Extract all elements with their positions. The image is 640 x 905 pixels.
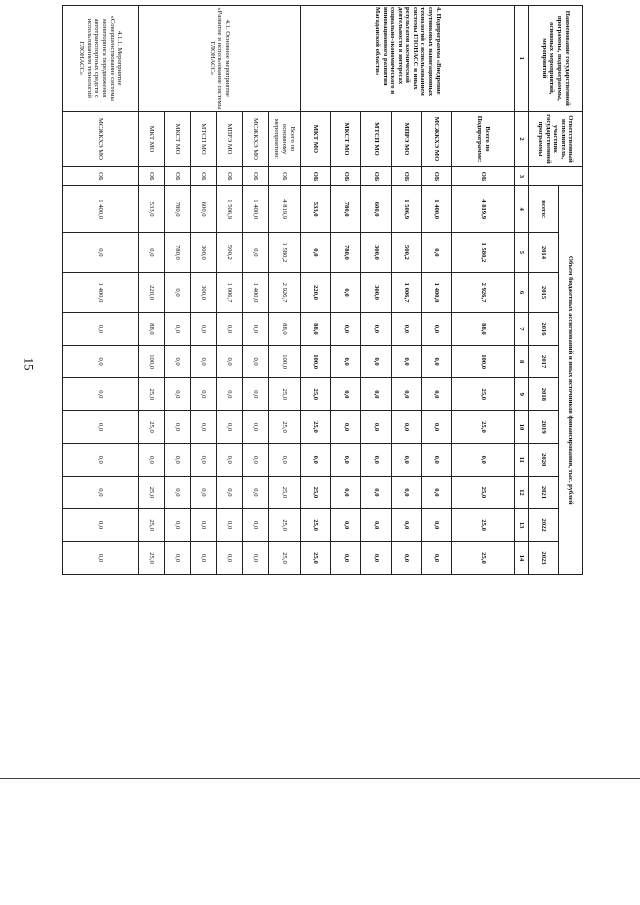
value-cell: 25,0	[138, 509, 164, 542]
value-cell: 0,0	[422, 232, 452, 272]
value-cell: 25,0	[300, 509, 330, 542]
value-cell: 0,0	[300, 232, 330, 272]
value-cell: 0,0	[164, 313, 190, 346]
value-cell: 780,0	[164, 186, 190, 232]
header-executor: Ответственный исполнитель, участник государственной программы	[529, 111, 583, 167]
source-cell: ОБ	[422, 167, 452, 186]
value-cell: 0,0	[422, 509, 452, 542]
value-cell: 500,2	[391, 232, 421, 272]
value-cell: 600,0	[361, 186, 391, 232]
bottom-rule	[0, 778, 640, 779]
value-cell: 100,0	[300, 345, 330, 378]
value-cell: 0,0	[242, 541, 268, 574]
table-row	[268, 6, 300, 575]
value-cell: 300,0	[361, 272, 391, 312]
header-year: 2021	[529, 476, 559, 509]
value-cell: 0,0	[331, 378, 361, 411]
executor-cell: Всего по Подпрограмме:	[452, 111, 515, 167]
value-cell: 0,0	[331, 476, 361, 509]
value-cell: 0,0	[164, 541, 190, 574]
value-cell: 2 926,7	[452, 272, 515, 312]
header-year: 2015	[529, 272, 559, 312]
value-cell: 0,0	[216, 411, 242, 444]
header-funding-group: Объем бюджетных ассигнований и иных источников финансирования, тыс. рублей	[559, 186, 583, 575]
value-cell: 0,0	[190, 541, 216, 574]
value-cell: 25,0	[452, 411, 515, 444]
value-cell: 0,0	[190, 345, 216, 378]
value-cell: 0,0	[63, 313, 139, 346]
col-number: 6	[515, 272, 529, 312]
value-cell: 0,0	[361, 345, 391, 378]
value-cell: 0,0	[63, 443, 139, 476]
value-cell: 0,0	[331, 345, 361, 378]
value-cell: 25,0	[268, 411, 300, 444]
value-cell: 0,0	[422, 411, 452, 444]
value-cell: 0,0	[138, 443, 164, 476]
value-cell: 1 400,0	[242, 272, 268, 312]
executor-cell: МТСП МО	[361, 111, 391, 167]
value-cell: 0,0	[268, 443, 300, 476]
header-year: 2017	[529, 345, 559, 378]
value-cell: 25,0	[138, 476, 164, 509]
value-cell: 88,0	[268, 313, 300, 346]
value-cell: 0,0	[361, 509, 391, 542]
value-cell: 0,0	[164, 509, 190, 542]
rotated-table-area	[62, 5, 583, 575]
value-cell: 25,0	[138, 378, 164, 411]
value-cell: 100,0	[268, 345, 300, 378]
col-number: 10	[515, 411, 529, 444]
value-cell: 0,0	[190, 313, 216, 346]
value-cell: 0,0	[331, 509, 361, 542]
value-cell: 780,0	[331, 186, 361, 232]
value-cell: 600,0	[190, 186, 216, 232]
value-cell: 0,0	[216, 345, 242, 378]
executor-cell: МПРЭ МО	[216, 111, 242, 167]
value-cell: 300,0	[190, 232, 216, 272]
value-cell: 533,0	[138, 186, 164, 232]
header-total: всего:	[529, 186, 559, 232]
source-cell: ОБ	[452, 167, 515, 186]
value-cell: 0,0	[216, 476, 242, 509]
header-year: 2022	[529, 509, 559, 542]
value-cell: 25,0	[138, 541, 164, 574]
col-number: 13	[515, 509, 529, 542]
col-number: 14	[515, 541, 529, 574]
source-cell: ОБ	[391, 167, 421, 186]
value-cell: 0,0	[164, 411, 190, 444]
value-cell: 1 006,7	[391, 272, 421, 312]
value-cell: 0,0	[391, 378, 421, 411]
table-row	[63, 6, 139, 575]
value-cell: 88,0	[138, 313, 164, 346]
program-name: 4.1.1. Мероприятие «Совершенствование системы мониторинга передвижения автотранспортных средств с использованием технологий ГЛОНАСС»	[63, 6, 139, 112]
header-year: 2018	[529, 378, 559, 411]
value-cell: 0,0	[190, 411, 216, 444]
budget-table	[62, 5, 583, 575]
value-cell: 0,0	[361, 411, 391, 444]
header-year: 2019	[529, 411, 559, 444]
value-cell: 0,0	[391, 476, 421, 509]
header-year: 2020	[529, 443, 559, 476]
value-cell: 0,0	[242, 476, 268, 509]
executor-cell: МСЖКХЭ МО	[63, 111, 139, 167]
col-number: 9	[515, 378, 529, 411]
value-cell: 1 400,0	[63, 272, 139, 312]
value-cell: 1 506,9	[216, 186, 242, 232]
value-cell: 25,0	[268, 509, 300, 542]
value-cell: 780,0	[164, 232, 190, 272]
value-cell: 0,0	[190, 476, 216, 509]
col-number: 2	[515, 111, 529, 167]
value-cell: 25,0	[452, 509, 515, 542]
source-cell: ОБ	[361, 167, 391, 186]
value-cell: 1 006,7	[216, 272, 242, 312]
value-cell: 25,0	[138, 411, 164, 444]
value-cell: 0,0	[216, 378, 242, 411]
value-cell: 25,0	[268, 476, 300, 509]
value-cell: 500,2	[216, 232, 242, 272]
executor-cell: МКСТ МО	[331, 111, 361, 167]
value-cell: 0,0	[216, 313, 242, 346]
value-cell: 1 400,0	[63, 186, 139, 232]
col-number: 3	[515, 167, 529, 186]
value-cell: 0,0	[331, 411, 361, 444]
value-cell: 0,0	[190, 378, 216, 411]
value-cell: 1 400,0	[422, 186, 452, 232]
value-cell: 100,0	[138, 345, 164, 378]
value-cell: 25,0	[268, 378, 300, 411]
source-cell: ОБ	[138, 167, 164, 186]
source-cell: ОБ	[268, 167, 300, 186]
value-cell: 220,0	[138, 272, 164, 312]
value-cell: 0,0	[422, 541, 452, 574]
source-cell: ОБ	[300, 167, 330, 186]
header-year: 2014	[529, 232, 559, 272]
col-number: 8	[515, 345, 529, 378]
value-cell: 0,0	[164, 345, 190, 378]
value-cell: 220,0	[300, 272, 330, 312]
value-cell: 0,0	[242, 509, 268, 542]
value-cell: 0,0	[391, 345, 421, 378]
value-cell: 300,0	[190, 272, 216, 312]
value-cell: 25,0	[300, 541, 330, 574]
value-cell: 0,0	[190, 443, 216, 476]
value-cell: 0,0	[63, 541, 139, 574]
source-cell: ОБ	[164, 167, 190, 186]
value-cell: 0,0	[242, 345, 268, 378]
col-number: 5	[515, 232, 529, 272]
program-name: 4. Подпрограмма «Внедрение спутниковых навигационных технологий с использованием системы ГЛОНАСС и иных результатов космической деятельности в интересах социально-экономического и инновационного развития Магаданской области»	[300, 6, 514, 112]
value-cell: 25,0	[300, 476, 330, 509]
header-year: 2016	[529, 313, 559, 346]
source-cell: ОБ	[331, 167, 361, 186]
value-cell: 0,0	[391, 509, 421, 542]
value-cell: 1 400,0	[242, 186, 268, 232]
col-number: 12	[515, 476, 529, 509]
executor-cell: Всего по основному мероприятию:	[268, 111, 300, 167]
value-cell: 533,0	[300, 186, 330, 232]
value-cell: 1 580,2	[452, 232, 515, 272]
col-number: 11	[515, 443, 529, 476]
col-number: 4	[515, 186, 529, 232]
source-cell: ОБ	[190, 167, 216, 186]
value-cell: 0,0	[452, 443, 515, 476]
value-cell: 0,0	[331, 313, 361, 346]
executor-cell: МСЖКХЭ МО	[242, 111, 268, 167]
value-cell: 1 580,2	[268, 232, 300, 272]
value-cell: 0,0	[242, 411, 268, 444]
executor-cell: МКТ МО	[138, 111, 164, 167]
value-cell: 0,0	[391, 541, 421, 574]
executor-cell: МТСП МО	[190, 111, 216, 167]
value-cell: 0,0	[391, 443, 421, 476]
col-number: 7	[515, 313, 529, 346]
value-cell: 88,0	[300, 313, 330, 346]
value-cell: 0,0	[300, 443, 330, 476]
value-cell: 4 819,9	[268, 186, 300, 232]
value-cell: 0,0	[216, 541, 242, 574]
executor-cell: МКТ МО	[300, 111, 330, 167]
source-cell: ОБ	[242, 167, 268, 186]
value-cell: 0,0	[422, 476, 452, 509]
value-cell: 0,0	[63, 232, 139, 272]
value-cell: 0,0	[361, 476, 391, 509]
value-cell: 0,0	[391, 313, 421, 346]
value-cell: 0,0	[422, 378, 452, 411]
header-source	[529, 167, 583, 186]
value-cell: 0,0	[138, 232, 164, 272]
value-cell: 300,0	[361, 232, 391, 272]
executor-cell: МКСТ МО	[164, 111, 190, 167]
value-cell: 2 926,7	[268, 272, 300, 312]
executor-cell: МПРЭ МО	[391, 111, 421, 167]
value-cell: 88,0	[452, 313, 515, 346]
source-cell: ОБ	[216, 167, 242, 186]
value-cell: 0,0	[216, 443, 242, 476]
col-number: 1	[515, 6, 529, 112]
value-cell: 0,0	[242, 378, 268, 411]
value-cell: 25,0	[300, 411, 330, 444]
value-cell: 0,0	[422, 443, 452, 476]
value-cell: 4 819,9	[452, 186, 515, 232]
value-cell: 1 400,0	[422, 272, 452, 312]
value-cell: 0,0	[331, 443, 361, 476]
value-cell: 0,0	[361, 443, 391, 476]
value-cell: 0,0	[63, 476, 139, 509]
value-cell: 0,0	[331, 272, 361, 312]
value-cell: 0,0	[422, 313, 452, 346]
header-name: Наименование государственной программы, подпрограммы, основных мероприятий, мероприятий	[529, 6, 583, 112]
value-cell: 1 506,9	[391, 186, 421, 232]
value-cell: 0,0	[63, 509, 139, 542]
value-cell: 0,0	[63, 411, 139, 444]
value-cell: 25,0	[452, 541, 515, 574]
value-cell: 0,0	[164, 272, 190, 312]
value-cell: 25,0	[300, 378, 330, 411]
value-cell: 0,0	[63, 378, 139, 411]
value-cell: 0,0	[242, 313, 268, 346]
value-cell: 0,0	[190, 509, 216, 542]
value-cell: 0,0	[216, 509, 242, 542]
value-cell: 780,0	[331, 232, 361, 272]
value-cell: 0,0	[422, 345, 452, 378]
value-cell: 100,0	[452, 345, 515, 378]
value-cell: 0,0	[361, 313, 391, 346]
executor-cell: МСЖКХЭ МО	[422, 111, 452, 167]
program-name: 4.1. Основное мероприятие «Развитие и использование системы ГЛОНАСС»	[138, 6, 300, 112]
column-number-row	[515, 6, 529, 575]
value-cell: 0,0	[63, 345, 139, 378]
value-cell: 0,0	[242, 232, 268, 272]
value-cell: 0,0	[164, 378, 190, 411]
table-body	[63, 6, 515, 575]
value-cell: 0,0	[361, 541, 391, 574]
value-cell: 0,0	[242, 443, 268, 476]
page-number: 15	[21, 357, 37, 371]
value-cell: 0,0	[331, 541, 361, 574]
value-cell: 0,0	[391, 411, 421, 444]
table-row	[452, 6, 515, 575]
value-cell: 25,0	[452, 476, 515, 509]
value-cell: 0,0	[164, 476, 190, 509]
value-cell: 25,0	[452, 378, 515, 411]
header-year: 2023	[529, 541, 559, 574]
source-cell: ОБ	[63, 167, 139, 186]
value-cell: 25,0	[268, 541, 300, 574]
value-cell: 0,0	[361, 378, 391, 411]
value-cell: 0,0	[164, 443, 190, 476]
